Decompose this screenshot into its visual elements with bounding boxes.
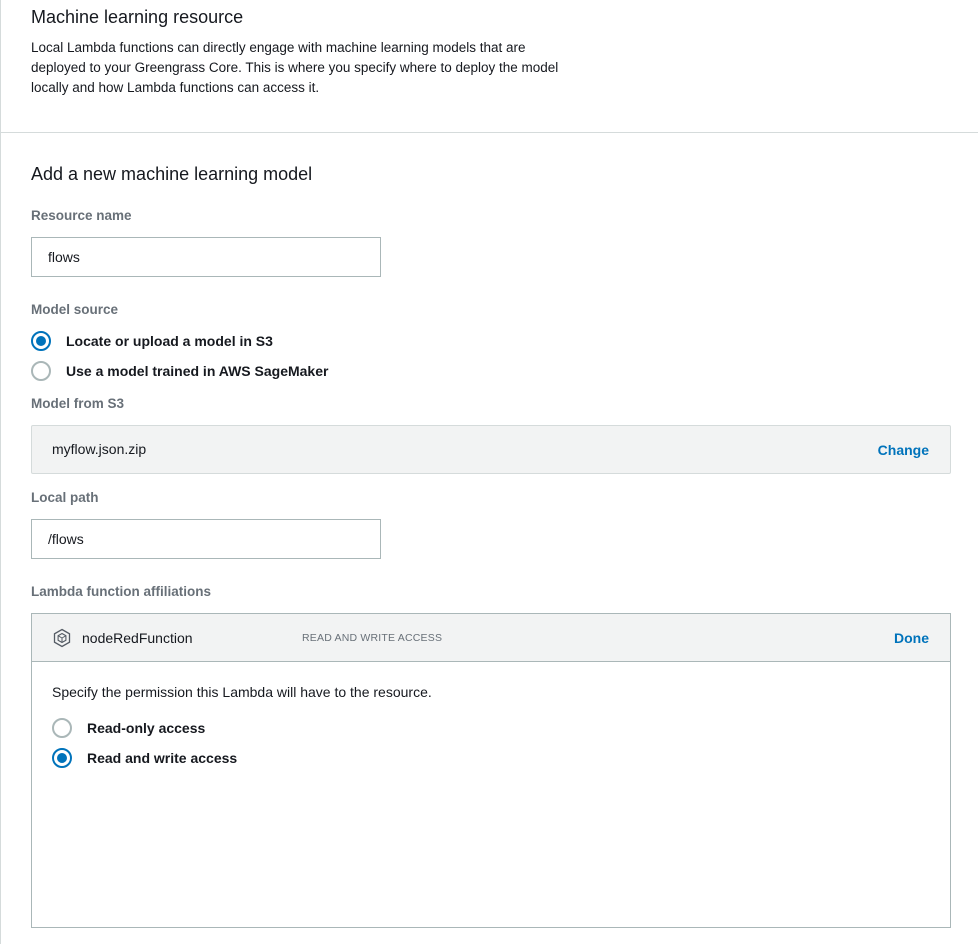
s3-model-file: myflow.json.zip [52,441,147,457]
radio-button-selected[interactable] [31,331,51,351]
model-source-option-sagemaker-label: Use a model trained in AWS SageMaker [66,363,329,379]
permission-option-read-only[interactable] [52,718,205,738]
section-title: Machine learning resource [31,7,244,27]
radio-button[interactable] [52,718,72,738]
done-button[interactable]: Done [894,630,929,646]
permission-option-read-write-label: Read and write access [87,750,238,766]
local-path-input[interactable] [31,519,381,559]
left-border [0,0,1,944]
lambda-function-name: nodeRedFunction [82,630,193,646]
s3-model-box [31,425,951,474]
local-path-label: Local path [31,490,99,505]
change-model-button[interactable]: Change [877,442,929,458]
section-divider [0,132,978,133]
lambda-function-icon [52,628,72,648]
resource-name-input[interactable] [31,237,381,277]
lambda-affiliation-header [32,614,950,662]
form-title: Add a new machine learning model [31,164,313,184]
resource-name-label: Resource name [31,208,132,223]
model-from-s3-label: Model from S3 [31,396,125,411]
model-source-option-s3[interactable] [31,331,273,351]
lambda-affiliations-label: Lambda function affiliations [31,584,212,599]
permission-option-read-write[interactable] [52,748,237,768]
permission-badge: READ AND WRITE ACCESS [302,632,443,644]
model-source-option-sagemaker[interactable] [31,361,328,381]
model-source-label: Model source [31,302,119,317]
permission-prompt: Specify the permission this Lambda will have to the resource. [52,684,432,700]
lambda-affiliation-card [31,613,951,928]
permission-option-read-only-label: Read-only access [87,720,206,736]
radio-button[interactable] [31,361,51,381]
model-source-option-s3-label: Locate or upload a model in S3 [66,333,273,349]
radio-button-selected[interactable] [52,748,72,768]
section-description: Local Lambda functions can directly engage with machine learning models that are deployed to your Greengrass Core. This is where you specify where to deploy the model locally and how Lambda functions can access it. [31,40,559,95]
